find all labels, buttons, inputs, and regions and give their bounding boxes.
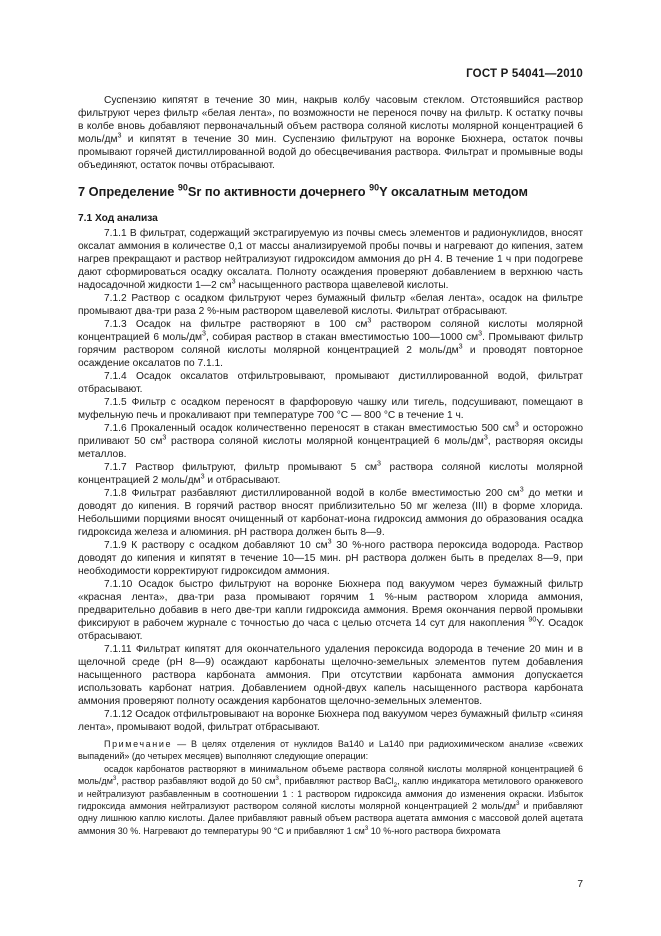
- paragraph-7-1-2: 7.1.2 Раствор с осадком фильтруют через бумажный фильтр «белая лента», осадок на фильтре промывают два-три раза 2 %-ным раствором щавелевой кислоты. Фильтрат отбрасывают.: [78, 293, 583, 317]
- note-paragraph-1: Примечание — В целях отделения от нуклидов Ва140 и La140 при радиохимическом анализе «свежих выпадений» (до четырех месяцев) выполняют следующие операции:: [78, 739, 583, 762]
- subsection-title-7-1: 7.1 Ход анализа: [78, 213, 158, 224]
- paragraph-7-1-12: 7.1.12 Осадок отфильтровывают на воронке Бюхнера под вакуумом через бумажный фильтр «синяя лента», промывают водой, фильтрат отбрасывают.: [78, 709, 583, 733]
- note-paragraph-2: осадок карбонатов растворяют в минимальном объеме раствора соляной кислоты молярной концентрацией 6 моль/$дм^3$, раствор разбавляют водой до 50 $см^3$, прибавляют раствор BaCl$_2$, каплю индикатора метилового оранжевого и нейтрализуют разбавленным в соотношении 1 : 1 раствором гидроксида аммония до изменения окраски. Избыток гидроксида аммония нейтрализуют раствором соляной кислоты молярной концентрацией 2 моль/$дм^3$ и прибавляют одну лишнюю каплю кислоты. Далее прибавляют равный объем раствора ацетата аммония с массовой долей ацетата аммония 30 %. Нагревают до температуры 90 °С и прибавляют 1 $см^3$ 10 %-ного раствора бихромата: [78, 763, 583, 836]
- paragraph-7-1-8: 7.1.8 Фильтрат разбавляют дистиллированной водой в колбе вместимостью 200 $см^3$ до метки и доводят до кипения. В горячий раствор вносят приблизительно 50 мг железа (III) в форме хлорида. Небольшими порциями вносят очищенный от карбонат-иона гидроксид аммония до образования осадка гидроксида железа и алюминия. рН раствора должен быть 8—9.: [78, 485, 583, 538]
- paragraph-7-1-11: 7.1.11 Фильтрат кипятят для окончательного удаления пероксида водорода в течение 20 мин и в щелочной среде (рН 8—9) осаждают карбонаты щелочно-земельных элементов путем добавления насыщенного раствора карбоната аммония. При отсутствии карбоната аммония допускается использовать карбонат натрия. Добавлением одной-двух капель насыщенного раствора карбоната аммония проверяют полноту осаждения карбонатов щелочно-земельных элементов.: [78, 644, 583, 707]
- paragraph-7-1-3: 7.1.3 Осадок на фильтре растворяют в 100 $см^3$ раствором соляной кислоты молярной концентрацией 6 моль/$дм^3$, собирая раствор в стакан вместимостью 100—1000 $см^3$. Промывают фильтр горячим раствором соляной кислоты молярной концентрацией 2 моль/$дм^3$ и проводят повторное осаждение оксалатов по 7.1.1.: [78, 316, 583, 369]
- paragraph-7-1-9: 7.1.9 К раствору с осадком добавляют 10 $см^3$ 30 %-ного раствора пероксида водорода. Раствор доводят до кипения и кипятят в течение 10—15 мин. рН раствора должен быть в пределах 8—9, при необходимости корректируют гидроксидом аммония.: [78, 537, 583, 577]
- note-label: Примечание: [104, 739, 173, 749]
- page-number: 7: [577, 879, 583, 890]
- paragraph-7-1-5: 7.1.5 Фильтр с осадком переносят в фарфоровую чашку или тигель, подсушивают, помещают в муфельную печь и прокаливают при температуре 700 °С — 800 °С в течение 1 ч.: [78, 397, 583, 421]
- paragraph-7-1-7: 7.1.7 Раствор фильтруют, фильтр промывают 5 $см^3$ раствора соляной кислоты молярной концентрацией 2 моль/$дм^3$ и отбрасывают.: [78, 459, 583, 486]
- intro-paragraph: Суспензию кипятят в течение 30 мин, накрыв колбу часовым стеклом. Отстоявшийся раствор фильтруют через фильтр «белая лента», по возможности не перенося почву на фильтр. К остатку почвы в колбе вновь добавляют первоначальный объем раствора соляной кислоты молярной концентрацией 6 моль/$дм^3$ и кипятят в течение 30 мин. Суспензию фильтруют на воронке Бюхнера, остаток почвы промывают горячей дистиллированной водой до обесцвечивания раствора. Фильтрат и промывные воды объединяют, остаток почвы отбрасывают.: [78, 95, 583, 171]
- note-block: [78, 738, 583, 837]
- document-code: ГОСТ Р 54041—2010: [466, 68, 583, 80]
- section-title-7: 7 Определение $^{90}$Sr по активности дочернего $^{90}$Y оксалатным методом: [78, 182, 528, 199]
- document-body: [78, 94, 583, 837]
- paragraph-7-1-10: 7.1.10 Осадок быстро фильтруют на воронке Бюхнера под вакуумом через бумажный фильтр «красная лента», два-три раза промывают горячим 1 %-ным раствором хлорида аммония, предварительно добавив в него две-три капли гидроксида аммония. Время окончания первой промывки фиксируют в рабочем журнале с точностью до часа с целью отсчета 14 сут для накопления $^{90}$Y. Осадок отбрасывают.: [78, 579, 583, 642]
- paragraph-7-1-4: 7.1.4 Осадок оксалатов отфильтровывают, промывают дистиллированной водой, фильтрат отбрасывают.: [78, 371, 583, 395]
- paragraph-7-1-1: 7.1.1 В фильтрат, содержащий экстрагируемую из почвы смесь элементов и радионуклидов, вносят оксалат аммония в количестве 0,1 от массы анализируемой пробы почвы и нагревают до кипения, затем нагрев прекращают и раствор нейтрализуют гидроксидом аммония до рН 4. В течение 1 ч при подогреве дают сформироваться осадку оксалата. Полноту осаждения проверяют добавлением в верхнюю часть надосадочной жидкости 1—2 $см^3$ насыщенного раствора щавелевой кислоты.: [78, 228, 583, 291]
- paragraph-7-1-6: 7.1.6 Прокаленный осадок количественно переносят в стакан вместимостью 500 $см^3$ и осторожно приливают 50 $см^3$ раствора соляной кислоты молярной концентрацией 6 моль/$дм^3$, растворяя оксиды металлов.: [78, 420, 583, 460]
